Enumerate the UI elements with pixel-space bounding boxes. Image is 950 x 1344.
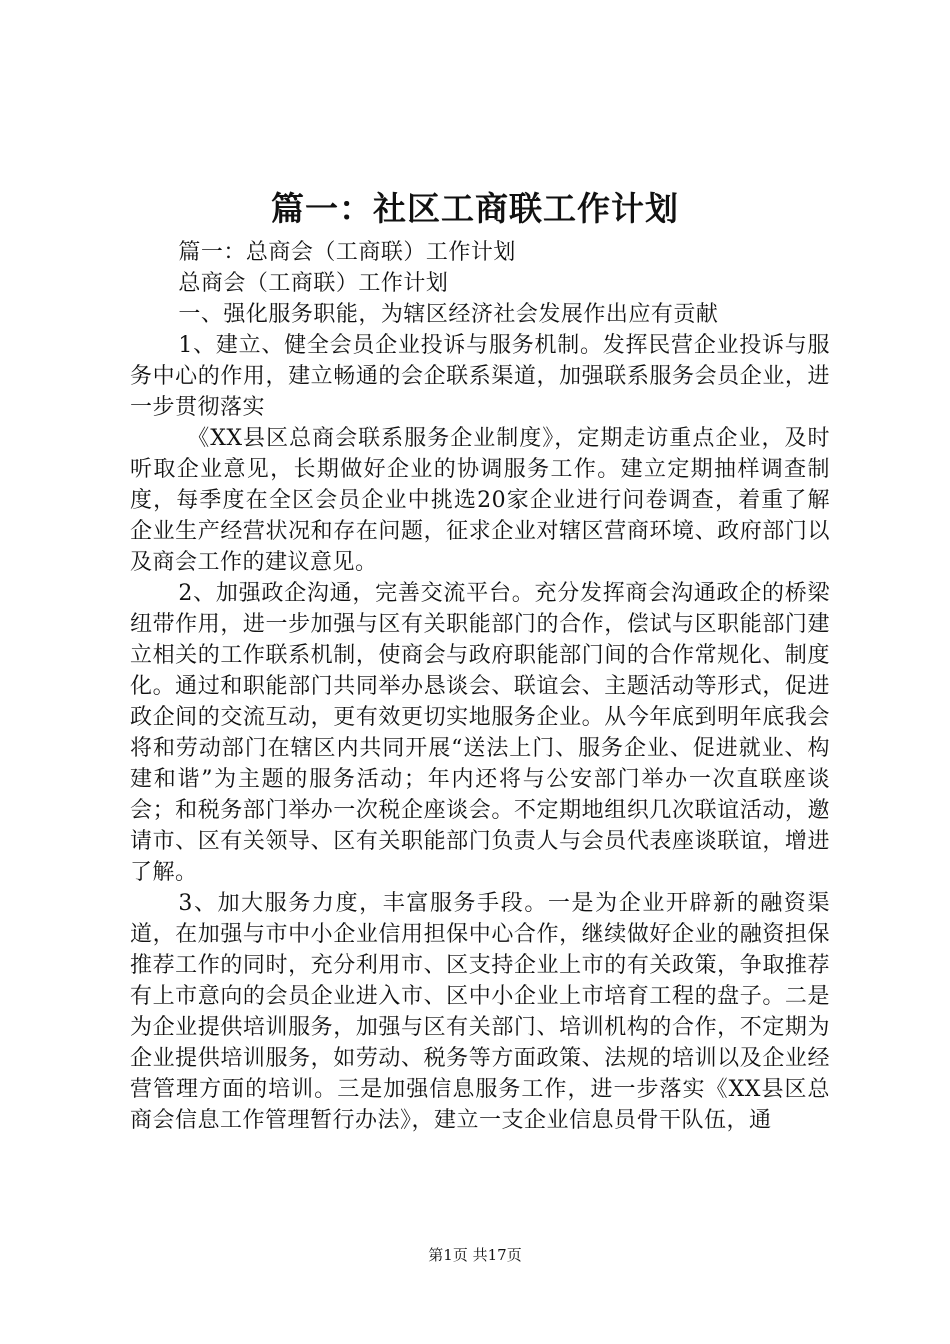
document-body: [130, 237, 830, 1136]
paragraph-heading-1: 篇一：总商会（工商联）工作计划: [178, 240, 516, 265]
paragraph-item-1-continued: 《XX县区总商会联系服务企业制度》，定期走访重点企业，及时听取企业意见，长期做好企业的协调服务工作。建立定期抽样调查制度，每季度在全区会员企业中挑选20家企业进行问卷调查，着重了解企业生产经营状况和存在问题，征求企业对辖区营商环境、政府部门以及商会工作的建议意见。: [130, 426, 830, 575]
paragraph-item-3: 3、加大服务力度，丰富服务手段。一是为企业开辟新的融资渠道，在加强与市中小企业信用担保中心合作，继续做好企业的融资担保推荐工作的同时，充分利用市、区支持企业上市的有关政策，争取推荐有上市意向的会员企业进入市、区中小企业上市培育工程的盘子。二是为企业提供培训服务，加强与区有关部门、培训机构的合作，不定期为企业提供培训服务，如劳动、税务等方面政策、法规的培训以及企业经营管理方面的培训。三是加强信息服务工作，进一步落实《XX县区总商会信息工作管理暂行办法》，建立一支企业信息员骨干队伍，通: [130, 891, 830, 1133]
document-title: 篇一：社区工商联工作计划: [271, 189, 679, 228]
paragraph-item-1: 1、建立、健全会员企业投诉与服务机制。发挥民营企业投诉与服务中心的作用，建立畅通的会企联系渠道，加强联系服务会员企业，进一步贯彻落实: [130, 333, 830, 420]
page-number-footer: 第1页 共17页: [428, 1246, 522, 1264]
paragraph-section-1: 一、强化服务职能，为辖区经济社会发展作出应有贡献: [178, 302, 719, 327]
paragraph-heading-2: 总商会（工商联）工作计划: [178, 271, 449, 296]
paragraph-item-2: 2、加强政企沟通，完善交流平台。充分发挥商会沟通政企的桥梁纽带作用，进一步加强与区有关职能部门的合作，偿试与区职能部门建立相关的工作联系机制，使商会与政府职能部门间的合作常规化、制度化。通过和职能部门共同举办恳谈会、联谊会、主题活动等形式，促进政企间的交流互动，更有效更切实地服务企业。从今年底到明年底我会将和劳动部门在辖区内共同开展“送法上门、服务企业、促进就业、构建和谐”为主题的服务活动；年内还将与公安部门举办一次直联座谈会；和税务部门举办一次税企座谈会。不定期地组织几次联谊活动，邀请市、区有关领导、区有关职能部门负责人与会员代表座谈联谊，增进了解。: [130, 581, 830, 885]
